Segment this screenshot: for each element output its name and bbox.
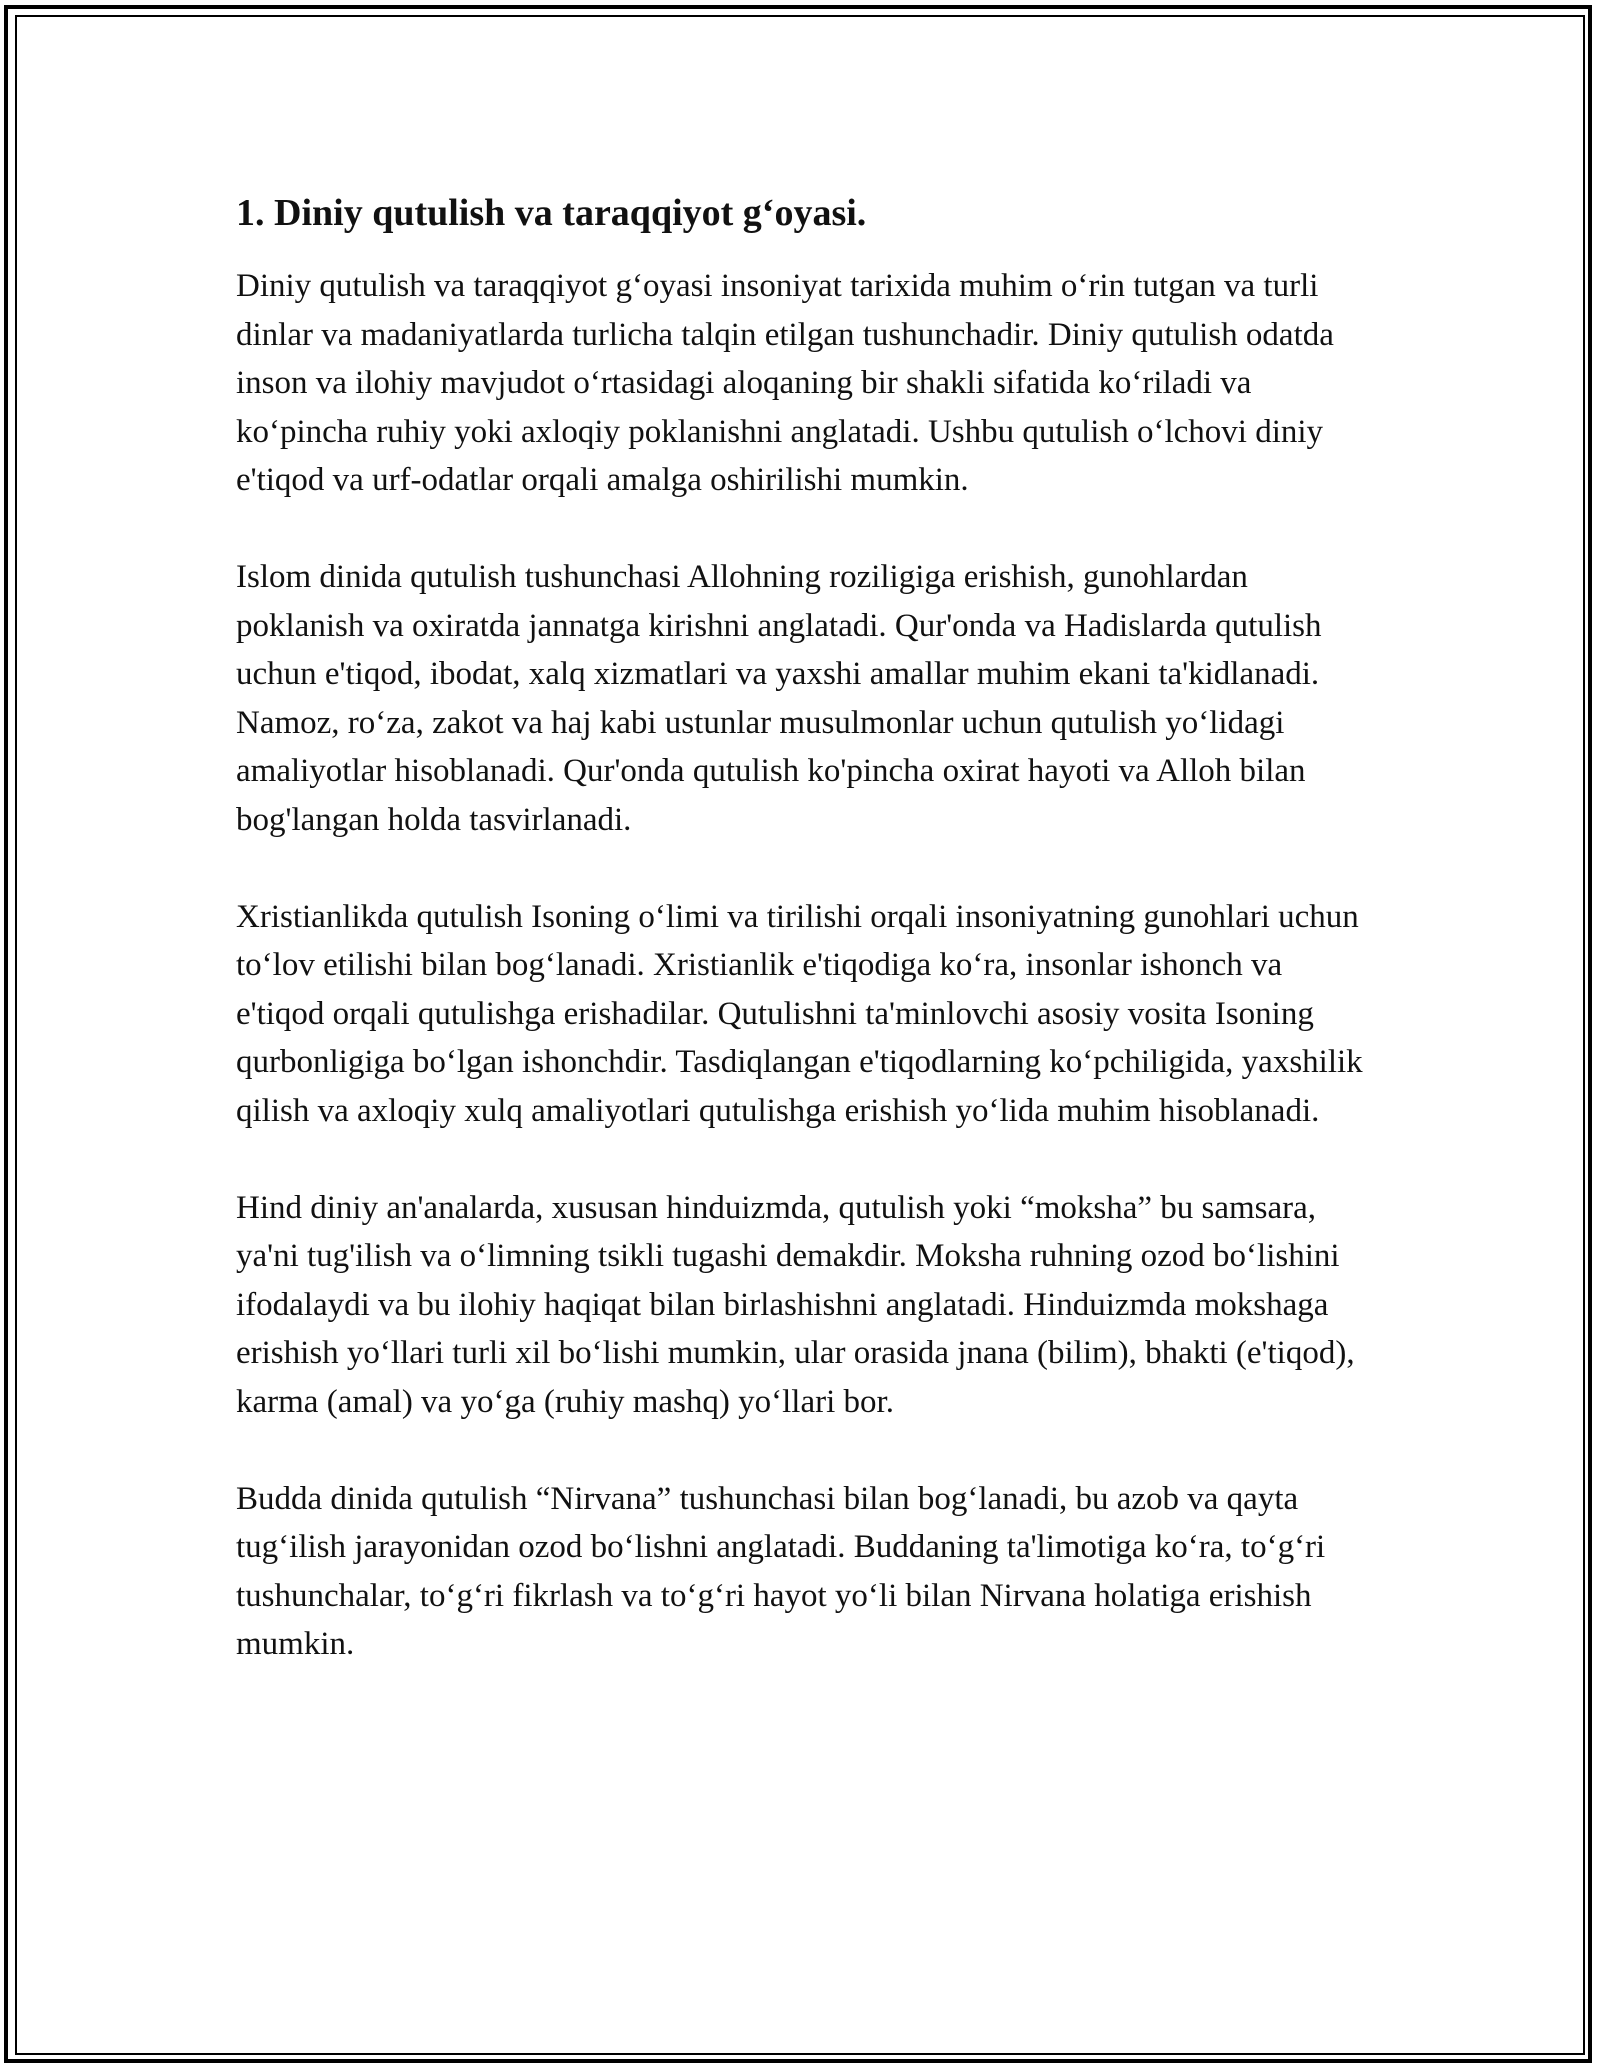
paragraph-intro: Diniy qutulish va taraqqiyot g‘oyasi insoniyat tarixida muhim o‘rin tutgan va turli dinlar va madaniyatlarda turlicha talqin etilgan tushunchadir. Diniy qutulish odatda inson va ilohiy mavjudot o‘rtasidagi aloqaning bir shakli sifatida ko‘riladi va ko‘pincha ruhiy yoki axloqiy poklanishni anglatadi. Ushbu qutulish o‘lchovi diniy e'tiqod va urf-odatlar orqali amalga oshirilishi mumkin.: [236, 268, 1334, 498]
paragraph-islam: Islom dinida qutulish tushunchasi Allohning roziligiga erishish, gunohlardan poklanish va oxiratda jannatga kirishni anglatadi. Qur'onda va Hadislarda qutulish uchun e'tiqod, ibodat, xalq xizmatlari va yaxshi amallar muhim ekani ta'kidlanadi. Namoz, ro‘za, zakot va haj kabi ustunlar musulmonlar uchun qutulish yo‘lidagi amaliyotlar hisoblanadi. Qur'onda qutulish ko'pincha oxirat hayoti va Alloh bilan bog'langan holda tasvirlanadi.: [236, 559, 1322, 838]
section-heading: 1. Diniy qutulish va taraqqiyot g‘oyasi.: [236, 192, 867, 234]
paragraph-christianity: Xristianlikda qutulish Isoning o‘limi va tirilishi orqali insoniyatning gunohlari uchun to‘lov etilishi bilan bog‘lanadi. Xristianlik e'tiqodiga ko‘ra, insonlar ishonch va e'tiqod orqali qutulishga erishadilar. Qutulishni ta'minlovchi asosiy vosita Isoning qurbonligiga bo‘lgan ishonchdir. Tasdiqlangan e'tiqodlarning ko‘pchiligida, yaxshilik qilish va axloqiy xulq amaliyotlari qutulishga erishish yo‘lida muhim hisoblanadi.: [236, 898, 1363, 1129]
paragraph-hinduism: Hind diniy an'analarda, xususan hinduizmda, qutulish yoki “moksha” bu samsara, ya'ni tug'ilish va o‘limning tsikli tugashi demakdir. Moksha ruhning ozod bo‘lishini ifodalaydi va bu ilohiy haqiqat bilan birlashishni anglatadi. Hinduizmda mokshaga erishish yo‘llari turli xil bo‘lishi mumkin, ular orasida jnana (bilim), bhakti (e'tiqod), karma (amal) va yo‘ga (ruhiy mashq) yo‘llari bor.: [236, 1189, 1355, 1420]
document-body: [236, 188, 1376, 1669]
paragraph-buddhism: Budda dinida qutulish “Nirvana” tushunchasi bilan bog‘lanadi, bu azob va qayta tug‘ilish jarayonidan ozod bo‘lishni anglatadi. Buddaning ta'limotiga ko‘ra, to‘g‘ri tushunchalar, to‘g‘ri fikrlash va to‘g‘ri hayot yo‘li bilan Nirvana holatiga erishish mumkin.: [236, 1480, 1326, 1662]
